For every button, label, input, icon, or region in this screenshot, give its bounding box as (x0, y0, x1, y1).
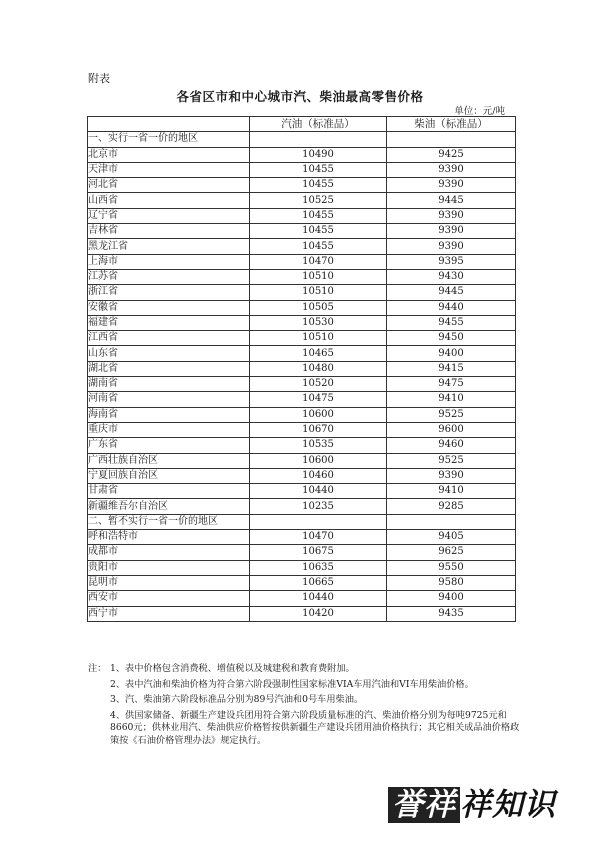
region-name: 贵阳市 (88, 560, 250, 575)
region-name: 辽宁省 (88, 208, 250, 223)
empty-cell (387, 514, 516, 529)
gasoline-price: 10455 (250, 178, 387, 193)
gasoline-price: 10600 (250, 453, 387, 468)
region-name: 江苏省 (88, 269, 250, 284)
table-row (88, 331, 516, 346)
table-row (88, 606, 516, 621)
gasoline-price: 10440 (250, 591, 387, 606)
diesel-price: 9395 (387, 254, 516, 269)
page-title: 各省区市和中心城市汽、柴油最高零售价格 (176, 89, 424, 104)
diesel-price: 9285 (387, 499, 516, 514)
diesel-price: 9390 (387, 224, 516, 239)
section-row (88, 132, 516, 147)
gasoline-price: 10470 (250, 254, 387, 269)
table-row (88, 545, 516, 560)
region-name: 河南省 (88, 392, 250, 407)
diesel-price: 9525 (387, 407, 516, 422)
region-name: 湖北省 (88, 361, 250, 376)
region-name: 海南省 (88, 407, 250, 422)
region-name: 安徽省 (88, 300, 250, 315)
section-row (88, 514, 516, 529)
diesel-price: 9475 (387, 377, 516, 392)
region-name: 北京市 (88, 147, 250, 162)
gasoline-price: 10510 (250, 285, 387, 300)
diesel-price: 9435 (387, 606, 516, 621)
gasoline-price: 10460 (250, 468, 387, 483)
appendix-label: 附表 (88, 72, 110, 85)
table-row (88, 407, 516, 422)
table-row (88, 499, 516, 514)
region-name: 重庆市 (88, 422, 250, 437)
table-row (88, 560, 516, 575)
diesel-price: 9600 (387, 422, 516, 437)
table-row (88, 269, 516, 284)
diesel-price: 9390 (387, 468, 516, 483)
notes-prefix: 注： (88, 663, 107, 674)
diesel-price: 9415 (387, 361, 516, 376)
table-row (88, 575, 516, 590)
table-header-row (88, 117, 516, 132)
table-row (88, 377, 516, 392)
diesel-price: 9410 (387, 392, 516, 407)
region-name: 成都市 (88, 545, 250, 560)
watermark-logo (388, 782, 580, 828)
region-name: 广东省 (88, 438, 250, 453)
table-row (88, 300, 516, 315)
table-row (88, 147, 516, 162)
diesel-price: 9425 (387, 147, 516, 162)
note-4: 4、供国家储备、新疆生产建设兵团用符合第六阶段质量标准的汽、柴油价格分别为每吨9725元和8660元；供林业用汽、柴油供应价格暂按供新疆生产建设兵团用油价格执行；其它相关成品油价格政策按《石油价格管理办法》规定执行。 (110, 709, 520, 746)
region-name: 天津市 (88, 162, 250, 177)
diesel-price: 9430 (387, 269, 516, 284)
region-name: 山东省 (88, 346, 250, 361)
table-row (88, 591, 516, 606)
diesel-price: 9460 (387, 438, 516, 453)
table-row (88, 162, 516, 177)
price-table (87, 116, 516, 622)
section-title: 二、暂不实行一省一价的地区 (88, 514, 250, 529)
region-name: 西宁市 (88, 606, 250, 621)
diesel-price: 9450 (387, 331, 516, 346)
unit-label: 单位：元/吨 (454, 106, 505, 117)
empty-cell (250, 514, 387, 529)
table-row (88, 193, 516, 208)
table-row (88, 392, 516, 407)
region-name: 江西省 (88, 331, 250, 346)
gasoline-price: 10510 (250, 269, 387, 284)
diesel-price: 9390 (387, 208, 516, 223)
gasoline-price: 10490 (250, 147, 387, 162)
region-name: 吉林省 (88, 224, 250, 239)
gasoline-price: 10465 (250, 346, 387, 361)
gasoline-price: 10455 (250, 208, 387, 223)
table-row (88, 484, 516, 499)
region-name: 上海市 (88, 254, 250, 269)
region-name: 山西省 (88, 193, 250, 208)
gasoline-price: 10455 (250, 239, 387, 254)
table-row (88, 315, 516, 330)
gasoline-price: 10665 (250, 575, 387, 590)
diesel-price: 9390 (387, 162, 516, 177)
region-name: 福建省 (88, 315, 250, 330)
note-3: 3、汽、柴油第六阶段标准品分别为89号汽油和0号车用柴油。 (110, 694, 364, 705)
section-title: 一、实行一省一价的地区 (88, 132, 250, 147)
header-region (88, 117, 250, 132)
diesel-price: 9440 (387, 300, 516, 315)
diesel-price: 9390 (387, 178, 516, 193)
gasoline-price: 10420 (250, 606, 387, 621)
gasoline-price: 10455 (250, 162, 387, 177)
gasoline-price: 10480 (250, 361, 387, 376)
empty-cell (387, 132, 516, 147)
region-name: 浙江省 (88, 285, 250, 300)
gasoline-price: 10475 (250, 392, 387, 407)
region-name: 湖南省 (88, 377, 250, 392)
watermark-part2: 祥知识 (460, 787, 556, 823)
gasoline-price: 10635 (250, 560, 387, 575)
header-diesel: 柴油（标准品） (387, 117, 516, 132)
diesel-price: 9400 (387, 346, 516, 361)
note-2: 2、表中汽油和柴油价格为符合第六阶段强制性国家标准VIA车用汽油和VI车用柴油价格。 (110, 678, 474, 690)
diesel-price: 9550 (387, 560, 516, 575)
diesel-price: 9390 (387, 239, 516, 254)
table-row (88, 453, 516, 468)
watermark-part1: 誉祥 (388, 787, 460, 823)
diesel-price: 9625 (387, 545, 516, 560)
empty-cell (250, 132, 387, 147)
table-row (88, 438, 516, 453)
gasoline-price: 10525 (250, 193, 387, 208)
diesel-price: 9405 (387, 530, 516, 545)
gasoline-price: 10675 (250, 545, 387, 560)
gasoline-price: 10600 (250, 407, 387, 422)
note-1: 1、表中价格包含消费税、增值税以及城建税和教育费附加。 (110, 663, 355, 674)
gasoline-price: 10440 (250, 484, 387, 499)
gasoline-price: 10505 (250, 300, 387, 315)
diesel-price: 9455 (387, 315, 516, 330)
diesel-price: 9400 (387, 591, 516, 606)
table-row (88, 224, 516, 239)
gasoline-price: 10455 (250, 224, 387, 239)
gasoline-price: 10530 (250, 315, 387, 330)
diesel-price: 9410 (387, 484, 516, 499)
table-row (88, 285, 516, 300)
region-name: 昆明市 (88, 575, 250, 590)
gasoline-price: 10535 (250, 438, 387, 453)
gasoline-price: 10235 (250, 499, 387, 514)
gasoline-price: 10510 (250, 331, 387, 346)
table-row (88, 422, 516, 437)
table-row (88, 254, 516, 269)
notes (88, 663, 520, 750)
table-row (88, 208, 516, 223)
diesel-price: 9580 (387, 575, 516, 590)
region-name: 宁夏回族自治区 (88, 468, 250, 483)
diesel-price: 9525 (387, 453, 516, 468)
table-row (88, 530, 516, 545)
table-body (88, 132, 516, 622)
gasoline-price: 10470 (250, 530, 387, 545)
table-row (88, 178, 516, 193)
gasoline-price: 10520 (250, 377, 387, 392)
region-name: 新疆维吾尔自治区 (88, 499, 250, 514)
region-name: 西安市 (88, 591, 250, 606)
region-name: 甘肃省 (88, 484, 250, 499)
table-row (88, 346, 516, 361)
diesel-price: 9445 (387, 193, 516, 208)
gasoline-price: 10670 (250, 422, 387, 437)
region-name: 黑龙江省 (88, 239, 250, 254)
table-row (88, 239, 516, 254)
diesel-price: 9445 (387, 285, 516, 300)
region-name: 广西壮族自治区 (88, 453, 250, 468)
region-name: 呼和浩特市 (88, 530, 250, 545)
region-name: 河北省 (88, 178, 250, 193)
table-row (88, 361, 516, 376)
header-gasoline: 汽油（标准品） (250, 117, 387, 132)
table-row (88, 468, 516, 483)
